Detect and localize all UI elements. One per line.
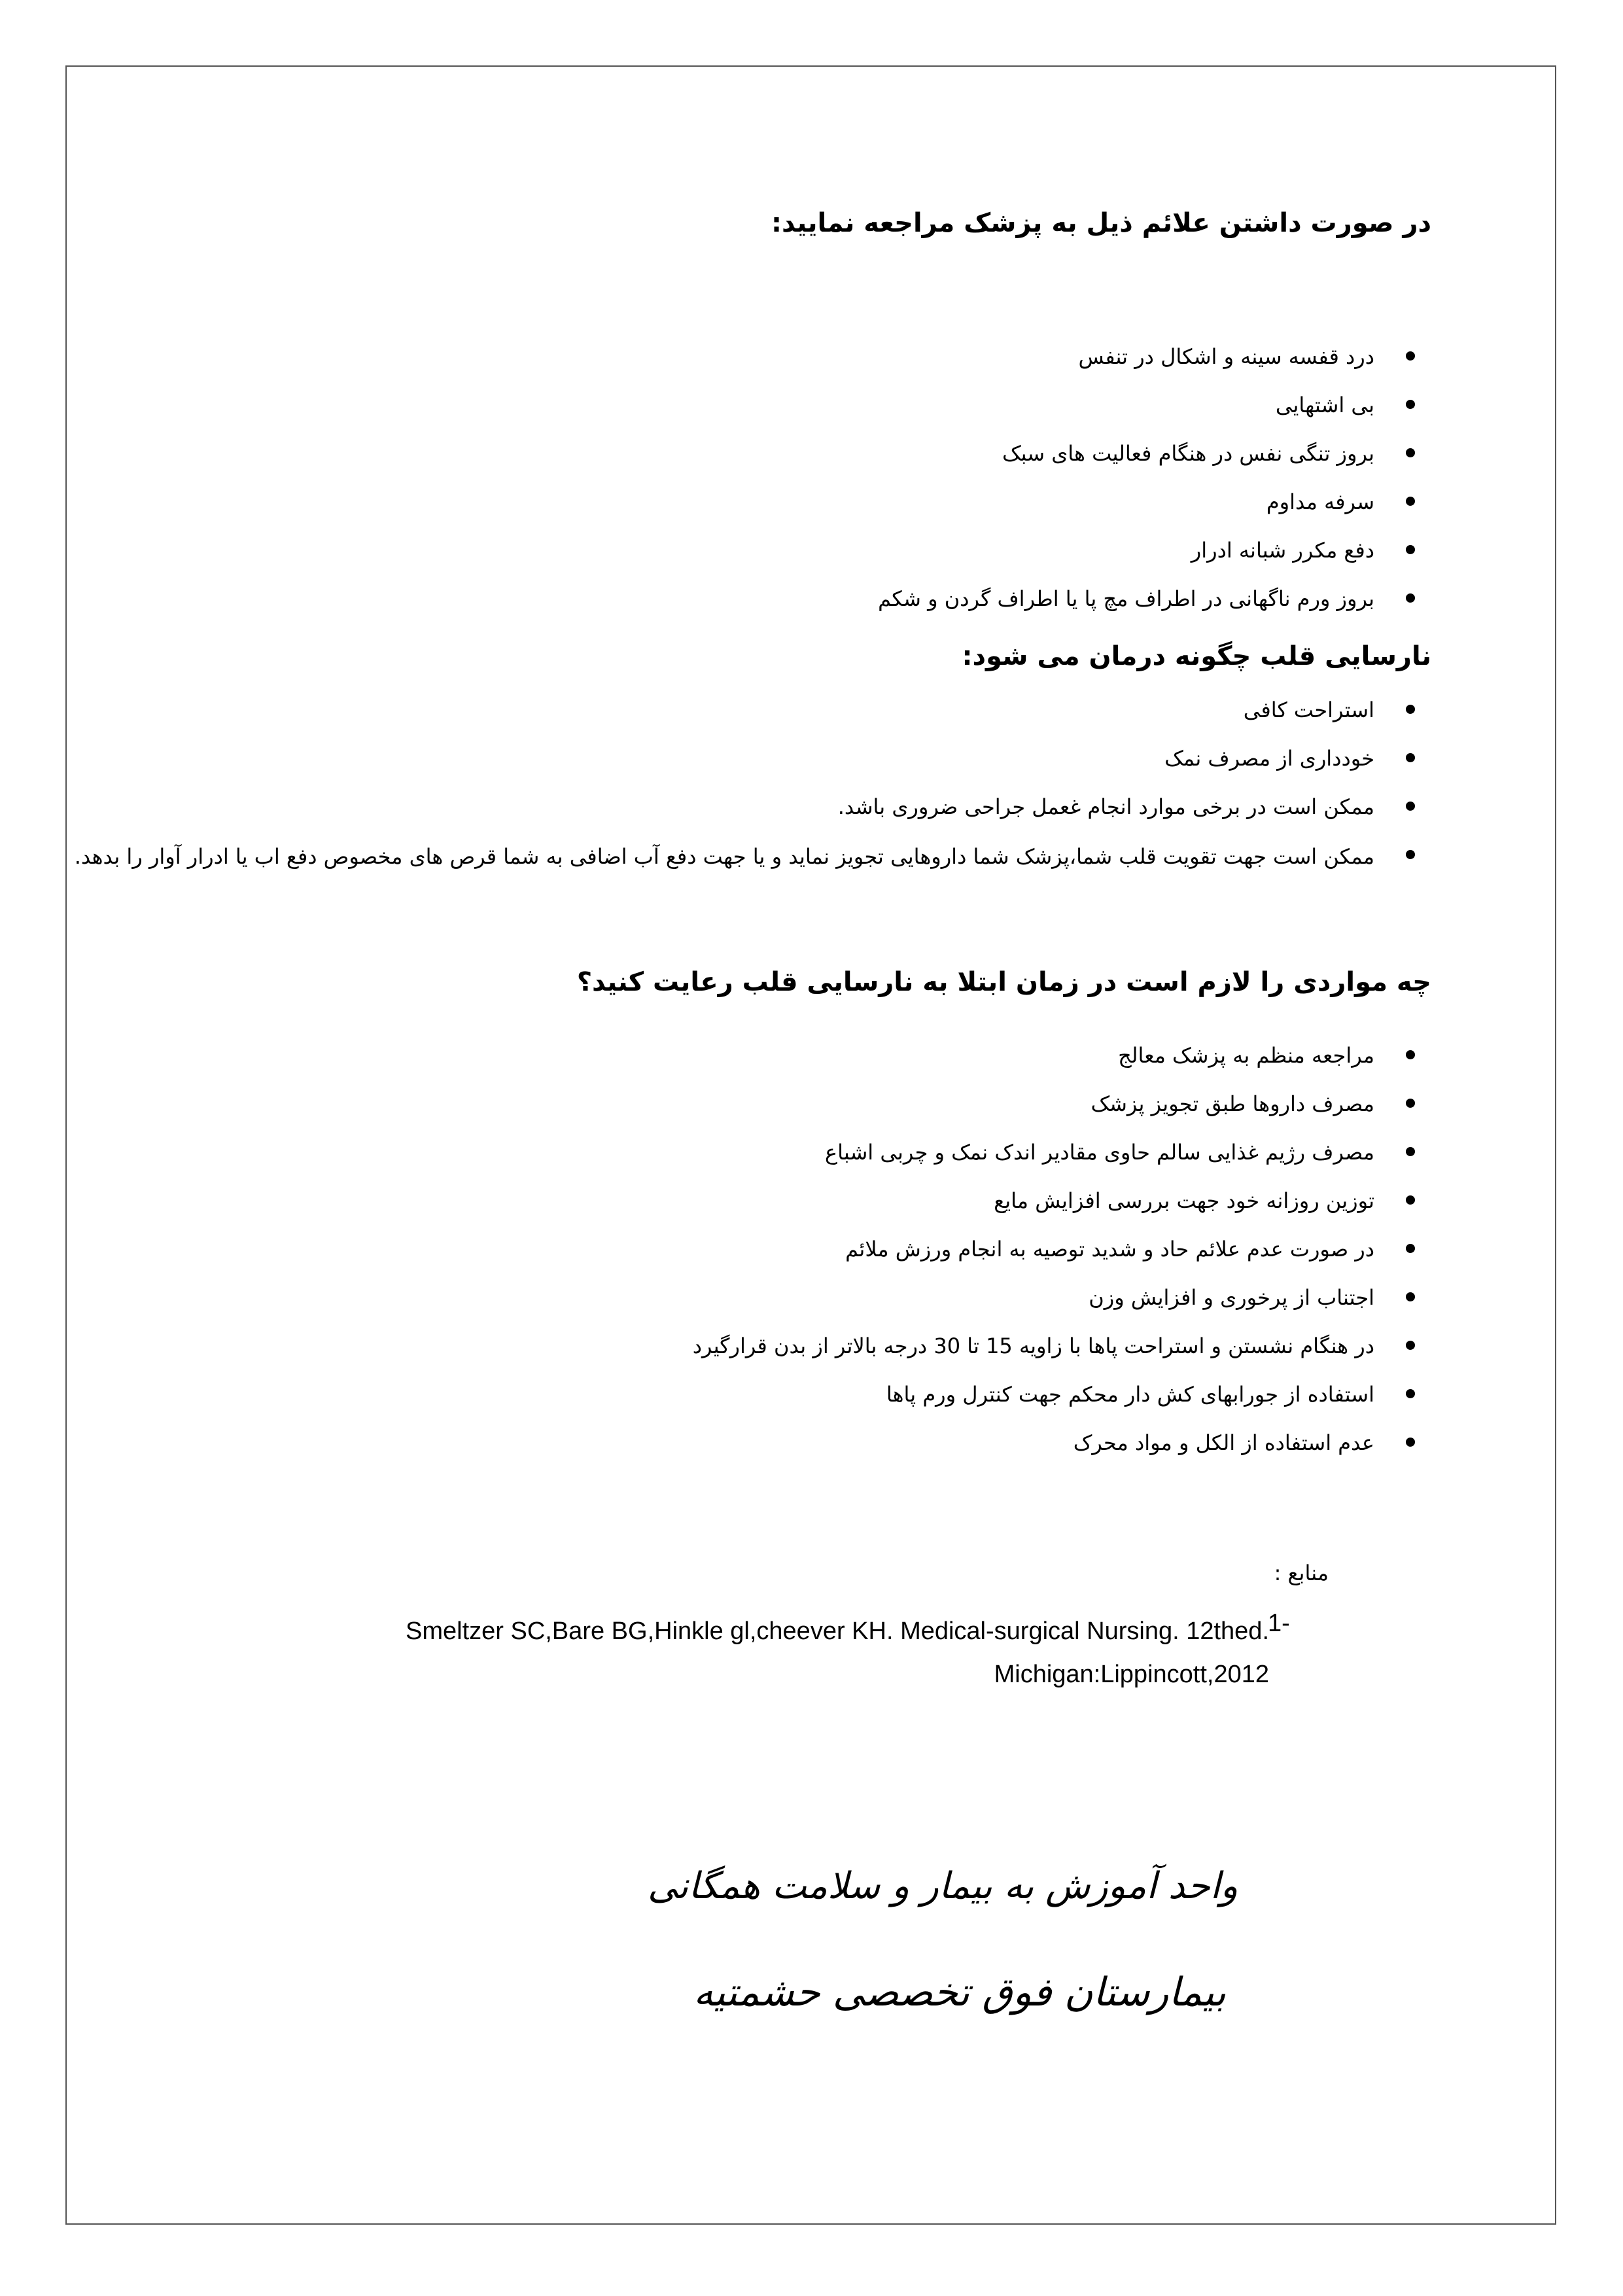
reference-text: Smeltzer SC,Bare BG,Hinkle gl,cheever KH. Medical-surgical Nursing. 12thed. Michigan:Lippincott,2012 xyxy=(406,1617,1269,1688)
care-heading: چه مواردی را لازم است در زمان ابتلا به نارسایی قلب رعایت کنید؟ xyxy=(576,967,1431,997)
list-item: بروز تنگی نفس در هنگام فعالیت های سبک xyxy=(878,429,1374,478)
list-item: مراجعه منظم به پزشک معالج xyxy=(693,1031,1374,1080)
symptoms-heading: در صورت داشتن علائم ذیل به پزشک مراجعه نمایید: xyxy=(771,208,1431,238)
list-item: درد قفسه سینه و اشکال در تنفس xyxy=(878,332,1374,381)
list-item: توزین روزانه خود جهت بررسی افزایش مایع xyxy=(693,1176,1374,1225)
list-item: ممکن است جهت تقویت قلب شما،پزشک شما داروهایی تجویز نماید و یا جهت دفع آب اضافی به شما قرص های مخصوص دفع اب یا ادرار آوار را بدهد. xyxy=(66,831,1374,882)
list-item: بروز ورم ناگهانی در اطراف مچ پا یا اطراف گردن و شکم xyxy=(878,574,1374,623)
references-label: منابع : xyxy=(1274,1561,1329,1585)
list-item: عدم استفاده از الکل و مواد محرک xyxy=(693,1419,1374,1467)
list-item: استفاده از جورابهای کش دار محکم جهت کنترل ورم پاها xyxy=(693,1370,1374,1419)
list-item: بی اشتهایی xyxy=(878,381,1374,429)
treatment-list xyxy=(66,686,1374,882)
list-item: دفع مکرر شبانه ادرار xyxy=(878,526,1374,574)
list-item: سرفه مداوم xyxy=(878,478,1374,526)
care-list xyxy=(693,1031,1374,1467)
symptoms-list xyxy=(878,332,1374,623)
list-item: در هنگام نشستن و استراحت پاها با زاویه 15 تا 30 درجه بالاتر از بدن قرارگیرد xyxy=(693,1322,1374,1370)
treatment-heading: نارسایی قلب چگونه درمان می شود: xyxy=(962,641,1431,671)
list-item: مصرف رژیم غذایی سالم حاوی مقادیر اندک نمک و چربی اشباع xyxy=(693,1128,1374,1176)
reference-number: 1- xyxy=(1268,1610,1290,1637)
list-item: اجتناب از پرخوری و افزایش وزن xyxy=(693,1273,1374,1322)
signature-unit: واحد آموزش به بیمار و سلامت همگانی xyxy=(648,1865,1238,1907)
signature-hospital: بیمارستان فوق تخصصی حشمتیه xyxy=(693,1969,1227,2015)
list-item: در صورت عدم علائم حاد و شدید توصیه به انجام ورزش ملائم xyxy=(693,1225,1374,1273)
list-item: خودداری از مصرف نمک xyxy=(66,734,1374,783)
list-item: مصرف داروها طبق تجویز پزشک xyxy=(693,1080,1374,1128)
list-item: استراحت کافی xyxy=(66,686,1374,734)
list-item: ممکن است در برخی موارد انجام غعمل جراحی ضروری باشد. xyxy=(66,783,1374,831)
